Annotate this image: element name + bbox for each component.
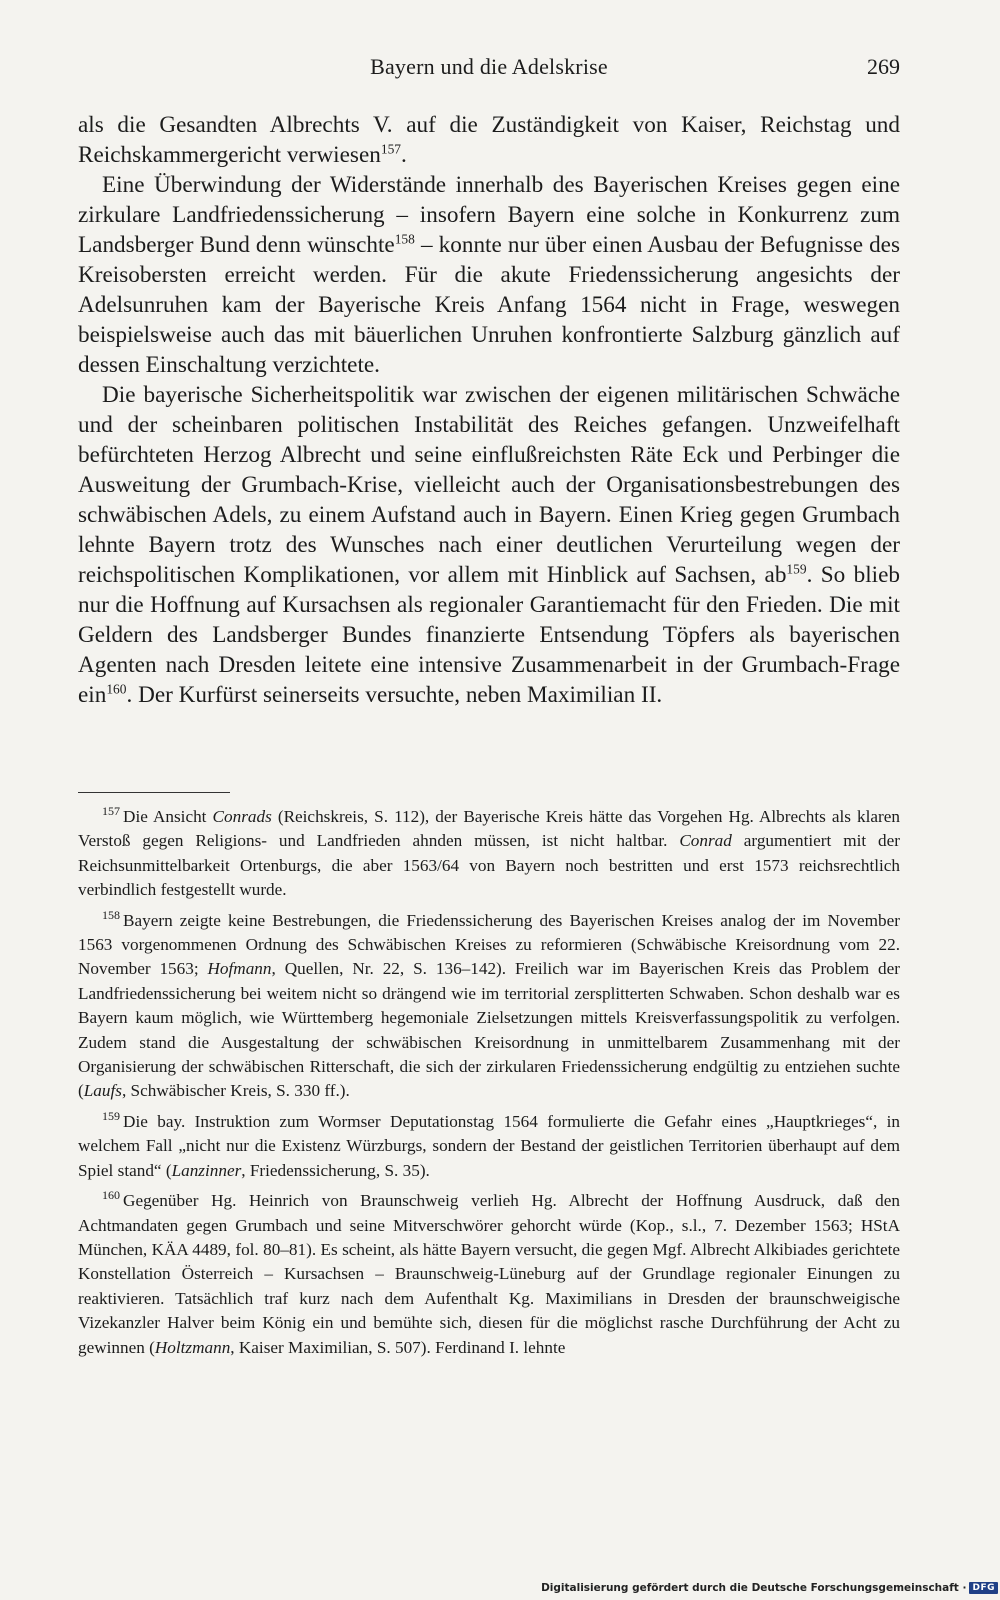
author-name: Conrad: [679, 831, 732, 851]
credit-text: Digitalisierung gefördert durch die Deutsche Forschungsgemeinschaft ·: [541, 1582, 967, 1594]
footnote-159: [78, 1110, 900, 1183]
paragraph-2: [78, 170, 900, 380]
footnote-number: 158: [102, 907, 121, 922]
footnote-ref-159[interactable]: 159: [786, 561, 807, 577]
footnote-text: , Friedenssicherung, S. 35).: [241, 1160, 430, 1180]
paragraph-1-end: .: [401, 142, 407, 168]
paragraph-3-text-a: Die bayerische Sicherheitspolitik war zwischen der eigenen militärischen Schwäche und der scheinbaren politischen Instabilität des Reiches gefangen. Unzweifelhaft befürchteten Herzog Albrecht und seine einflußreichsten Räte Eck und Perbinger die Ausweitung der Grumbach-Krise, vielleicht auch der Organisationsbestrebungen des schwäbischen Adels, zu einem Aufstand auch in Bayern. Einen Krieg gegen Grumbach lehnte Bayern trotz des Wunsches nach einer deutlichen Verurteilung wegen der reichspolitischen Komplikationen, vor allem mit Hinblick auf Sachsen, ab: [78, 382, 900, 588]
footnote-text: Gegenüber Hg. Heinrich von Braunschweig verlieh Hg. Albrecht der Hoffnung Ausdruck, daß den Achtmandaten gegen Grumbach und seine Mitverschwörer gehorcht würde (Kop., s.l., 7. Dezember 1563; HStA München, KÄA 4489, fol. 80–81). Es scheint, als hätte Bayern versucht, die gegen Mgf. Albrecht Alkibiades gerichtete Konstellation Österreich – Kursachsen – Braunschweig-Lüneburg auf der Grundlage regionaler Einungen zu reaktivieren. Tatsächlich traf kurz nach dem Aufenthalt Kg. Maximilians in Dresden der braunschweigische Vizekanzler Halver beim König ein und bemühte sich, diesen für die möglichst rasche Durchführung der Acht zu gewinnen (: [78, 1191, 900, 1357]
footnotes: [78, 805, 900, 1366]
digitization-credit: [541, 1582, 998, 1594]
author-name: Hofmann: [207, 959, 272, 979]
footnote-text: (Reichskreis, S. 112), der Bayerische Kreis hätte das Vorgehen Hg. Albrechts als klaren Verstoß gegen Religions- und Landfrieden ahnden müssen, ist nicht haltbar.: [78, 807, 900, 851]
footnote-text: Die bay. Instruktion zum Wormser Deputationstag 1564 formulierte die Gefahr eines „Hauptkrieges“, in welchem Fall „nicht nur die Existenz Würzburgs, sondern der Bestand der geistlichen Territorien überhaupt auf dem Spiel stand“ (: [78, 1111, 900, 1180]
footnote-ref-158[interactable]: 158: [394, 231, 415, 247]
paragraph-1: [78, 110, 900, 170]
paragraph-2-text-b: – konnte nur über einen Ausbau der Befugnisse des Kreisobersten erreicht werden. Für die akute Friedenssicherung angesichts der Adelsunruhen kam der Bayerische Kreis Anfang 1564 nicht in Frage, weswegen beispielsweise auch das mit bäuerlichen Unruhen konfrontierte Salzburg gänzlich auf dessen Einschaltung verzichtete.: [78, 232, 901, 378]
author-name: Laufs: [83, 1081, 122, 1101]
paragraph-1-text: als die Gesandten Albrechts V. auf die Zuständigkeit von Kaiser, Reichstag und Reichskammergericht verwiesen: [78, 112, 900, 168]
author-name: Conrads: [212, 807, 272, 826]
footnote-ref-160[interactable]: 160: [106, 681, 127, 697]
footnote-separator: [78, 792, 230, 793]
running-title: Bayern und die Adelskrise: [370, 54, 608, 79]
footnote-number: 160: [102, 1188, 121, 1203]
paragraph-3-text-b: . So blieb nur die Hoffnung auf Kursachsen als regionaler Garantiemacht für den Frieden. Die mit Geldern des Landsberger Bundes finanzierte Entsendung Töpfers als bayerischen Agenten nach Dresden leitete eine intensive Zusammenarbeit in der Grumbach-Frage ein: [78, 562, 900, 708]
book-page: [78, 0, 900, 1600]
main-text: [78, 110, 900, 710]
footnote-158: [78, 909, 900, 1104]
footnote-160: [78, 1189, 900, 1360]
dfg-logo: DFG: [969, 1582, 998, 1594]
running-head: [78, 52, 900, 86]
author-name: Lanzinner: [171, 1160, 242, 1180]
footnote-number: 157: [102, 804, 121, 819]
footnote-text: , Kaiser Maximilian, S. 507). Ferdinand I. lehnte: [230, 1337, 566, 1357]
page-number: 269: [867, 54, 900, 79]
author-name: Holtzmann: [154, 1337, 231, 1357]
footnote-text: , Quellen, Nr. 22, S. 136–142). Freilich war im Bayerischen Kreis das Problem der Landfriedenssicherung bei weitem nicht so drängend wie im territorial zersplitterten Schwaben. Schon deshalb war es Bayern kaum möglich, wie Württemberg hegemoniale Zielsetzungen mittels Kreisverfassungspolitik zu verfolgen. Zudem stand die Ausgestaltung der schwäbischen Kreisordnung in unmittelbarem Zusammenhang mit der Organisierung der schwäbischen Ritterschaft, die sich der zirkularen Friedenssicherung endgültig zu entziehen suchte (: [78, 959, 900, 1101]
footnote-text: argumentiert mit der Reichsunmittelbarkeit Ortenburgs, die aber 1563/64 von Bayern noch bestritten und erst 1573 reichsrechtlich verbindlich festgestellt wurde.: [78, 831, 900, 900]
footnote-text: Bayern zeigte keine Bestrebungen, die Friedenssicherung des Bayerischen Kreises analog der im November 1563 vorgenommenen Ordnung des Schwäbischen Kreises zu reformieren (Schwäbische Kreisordnung vom 22. November 1563;: [78, 910, 900, 979]
paragraph-3: [78, 380, 900, 710]
paragraph-3-text-c: . Der Kurfürst seinerseits versuchte, neben Maximilian II.: [126, 682, 663, 708]
footnote-ref-157[interactable]: 157: [380, 141, 401, 157]
footnote-text: Die Ansicht: [123, 807, 213, 826]
footnote-number: 159: [102, 1109, 121, 1124]
footnote-text: , Schwäbischer Kreis, S. 330 ff.).: [121, 1081, 350, 1101]
paragraph-2-text-a: Eine Überwindung der Widerstände innerhalb des Bayerischen Kreises gegen eine zirkulare Landfriedenssicherung – insofern Bayern eine solche in Konkurrenz zum Landsberger Bund denn wünschte: [78, 172, 900, 258]
footnote-157: [78, 805, 900, 903]
